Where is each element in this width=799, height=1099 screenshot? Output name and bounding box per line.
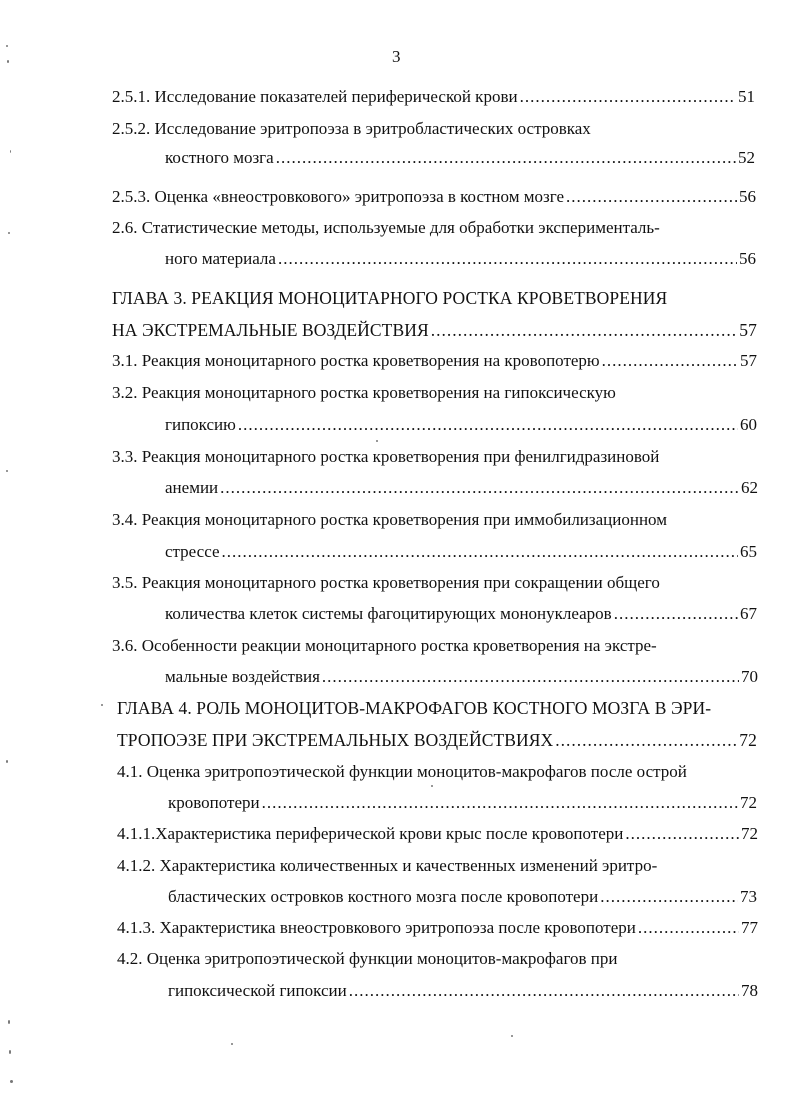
toc-entry-4-1-line1: 4.1. Оценка эритропоэтической функции моноцитов-макрофагов после острой — [117, 762, 687, 781]
toc-entry-page: 65 — [740, 542, 757, 561]
toc-entry-3-6-line2 — [165, 666, 758, 688]
toc-entry-text: бластических островков костного мозга после кровопотери — [168, 887, 599, 906]
scan-speck — [10, 150, 11, 153]
scan-speck — [7, 60, 9, 63]
toc-entry-page: 77 — [741, 918, 758, 937]
toc-entry-text: кровопотери — [168, 793, 260, 812]
toc-entry-page: 51 — [738, 87, 755, 106]
chapter-3-heading-line2 — [112, 319, 757, 341]
toc-entry-page: 72 — [739, 730, 757, 750]
toc-entry-page: 72 — [741, 824, 758, 843]
toc-entry-3-4-line2 — [165, 541, 757, 563]
toc-leader-dots — [262, 792, 738, 814]
toc-leader-dots — [614, 603, 738, 625]
chapter-3-heading-line1: ГЛАВА 3. РЕАКЦИЯ МОНОЦИТАРНОГО РОСТКА КРОВЕТВОРЕНИЯ — [112, 288, 668, 308]
toc-entry-4-1-3 — [117, 917, 758, 939]
toc-entry-text: 2.5.3. Оценка «внеостровкового» эритропоэза в костном мозге — [112, 187, 564, 206]
toc-leader-dots — [222, 541, 739, 563]
toc-entry-3-1 — [112, 350, 757, 372]
toc-entry-4-2-line2 — [168, 980, 758, 1002]
toc-leader-dots — [322, 666, 739, 688]
toc-entry-text: ТРОПОЭЗЕ ПРИ ЭКСТРЕМАЛЬНЫХ ВОЗДЕЙСТВИЯХ — [117, 730, 554, 750]
toc-entry-text: 2.5.1. Исследование показателей периферической крови — [112, 87, 518, 106]
toc-entry-text: 4.1.3. Характеристика внеостровкового эритропоэза после кровопотери — [117, 918, 636, 937]
scan-speck — [431, 785, 433, 787]
toc-entry-4-2-line1: 4.2. Оценка эритропоэтической функции моноцитов-макрофагов при — [117, 949, 618, 968]
toc-entry-3-2-line2 — [165, 414, 757, 436]
toc-entry-4-1-line2 — [168, 792, 757, 814]
scan-speck — [6, 760, 8, 763]
toc-entry-3-3-line2 — [165, 477, 758, 499]
toc-leader-dots — [238, 414, 738, 436]
scan-speck — [101, 704, 103, 706]
toc-leader-dots — [638, 917, 739, 939]
toc-entry-3-2-line1: 3.2. Реакция моноцитарного ростка кроветворения на гипоксическую — [112, 383, 616, 402]
toc-entry-3-5-line2 — [165, 603, 757, 625]
toc-entry-page: 67 — [740, 604, 757, 623]
chapter-4-heading-line1: ГЛАВА 4. РОЛЬ МОНОЦИТОВ-МАКРОФАГОВ КОСТНОГО МОЗГА В ЭРИ- — [117, 698, 712, 718]
toc-entry-page: 56 — [739, 249, 756, 268]
toc-entry-2-5-1 — [112, 86, 755, 108]
chapter-4-heading-line2 — [117, 729, 757, 751]
toc-leader-dots — [278, 248, 737, 270]
scan-speck — [8, 1020, 10, 1024]
toc-entry-4-1-1 — [117, 823, 758, 845]
toc-entry-3-3-line1: 3.3. Реакция моноцитарного ростка кроветворения при фенилгидразиновой — [112, 447, 660, 466]
page-number: 3 — [392, 47, 401, 66]
toc-entry-3-5-line1: 3.5. Реакция моноцитарного ростка кроветворения при сокращении общего — [112, 573, 660, 592]
scan-speck — [9, 1050, 11, 1054]
toc-entry-text: количества клеток системы фагоцитирующих мононуклеаров — [165, 604, 612, 623]
toc-entry-2-6-line1: 2.6. Статистические методы, используемые для обработки эксперименталь- — [112, 218, 660, 237]
scan-speck — [231, 1043, 233, 1045]
toc-entry-page: 72 — [740, 793, 757, 812]
toc-entry-2-5-2-line1: 2.5.2. Исследование эритропоэза в эритробластических островках — [112, 119, 591, 138]
toc-leader-dots — [349, 980, 739, 1002]
toc-entry-text: ного материала — [165, 249, 276, 268]
toc-entry-text: мальные воздействия — [165, 667, 320, 686]
toc-entry-text: гипоксической гипоксии — [168, 981, 347, 1000]
toc-entry-text: НА ЭКСТРЕМАЛЬНЫЕ ВОЗДЕЙСТВИЯ — [112, 320, 429, 340]
toc-entry-2-5-3 — [112, 186, 756, 208]
toc-entry-2-6-line2 — [165, 248, 756, 270]
toc-entry-page: 78 — [741, 981, 758, 1000]
toc-entry-page: 57 — [739, 320, 757, 340]
toc-entry-page: 70 — [741, 667, 758, 686]
toc-leader-dots — [602, 350, 738, 372]
toc-entry-text: костного мозга — [165, 148, 274, 167]
toc-leader-dots — [520, 86, 736, 108]
toc-leader-dots — [566, 186, 737, 208]
toc-entry-3-6-line1: 3.6. Особенности реакции моноцитарного ростка кроветворения на экстре- — [112, 636, 657, 655]
toc-entry-4-1-2-line2 — [168, 886, 757, 908]
toc-entry-page: 57 — [740, 351, 757, 370]
toc-entry-3-4-line1: 3.4. Реакция моноцитарного ростка кроветворения при иммобилизационном — [112, 510, 667, 529]
scan-speck — [511, 1035, 513, 1037]
toc-leader-dots — [220, 477, 739, 499]
toc-leader-dots — [625, 823, 739, 845]
scan-speck — [376, 440, 378, 442]
toc-leader-dots — [276, 147, 736, 169]
toc-entry-page: 62 — [741, 478, 758, 497]
toc-entry-text: 4.1.1.Характеристика периферической крови крыс после кровопотери — [117, 824, 624, 843]
toc-entry-text: гипоксию — [165, 415, 236, 434]
toc-entry-2-5-2-line2 — [165, 147, 755, 169]
toc-entry-text: стрессе — [165, 542, 220, 561]
scan-speck — [6, 470, 8, 472]
toc-entry-text: анемии — [165, 478, 219, 497]
toc-leader-dots — [555, 729, 737, 751]
toc-leader-dots — [431, 319, 738, 341]
toc-entry-page: 73 — [740, 887, 757, 906]
toc-entry-page: 56 — [739, 187, 756, 206]
toc-entry-text: 3.1. Реакция моноцитарного ростка кроветворения на кровопотерю — [112, 351, 600, 370]
toc-entry-4-1-2-line1: 4.1.2. Характеристика количественных и качественных изменений эритро- — [117, 856, 658, 875]
toc-leader-dots — [600, 886, 738, 908]
scan-speck — [10, 1080, 13, 1083]
scan-speck — [8, 232, 10, 234]
scan-speck — [6, 45, 8, 47]
toc-entry-page: 52 — [738, 148, 755, 167]
toc-entry-page: 60 — [740, 415, 757, 434]
